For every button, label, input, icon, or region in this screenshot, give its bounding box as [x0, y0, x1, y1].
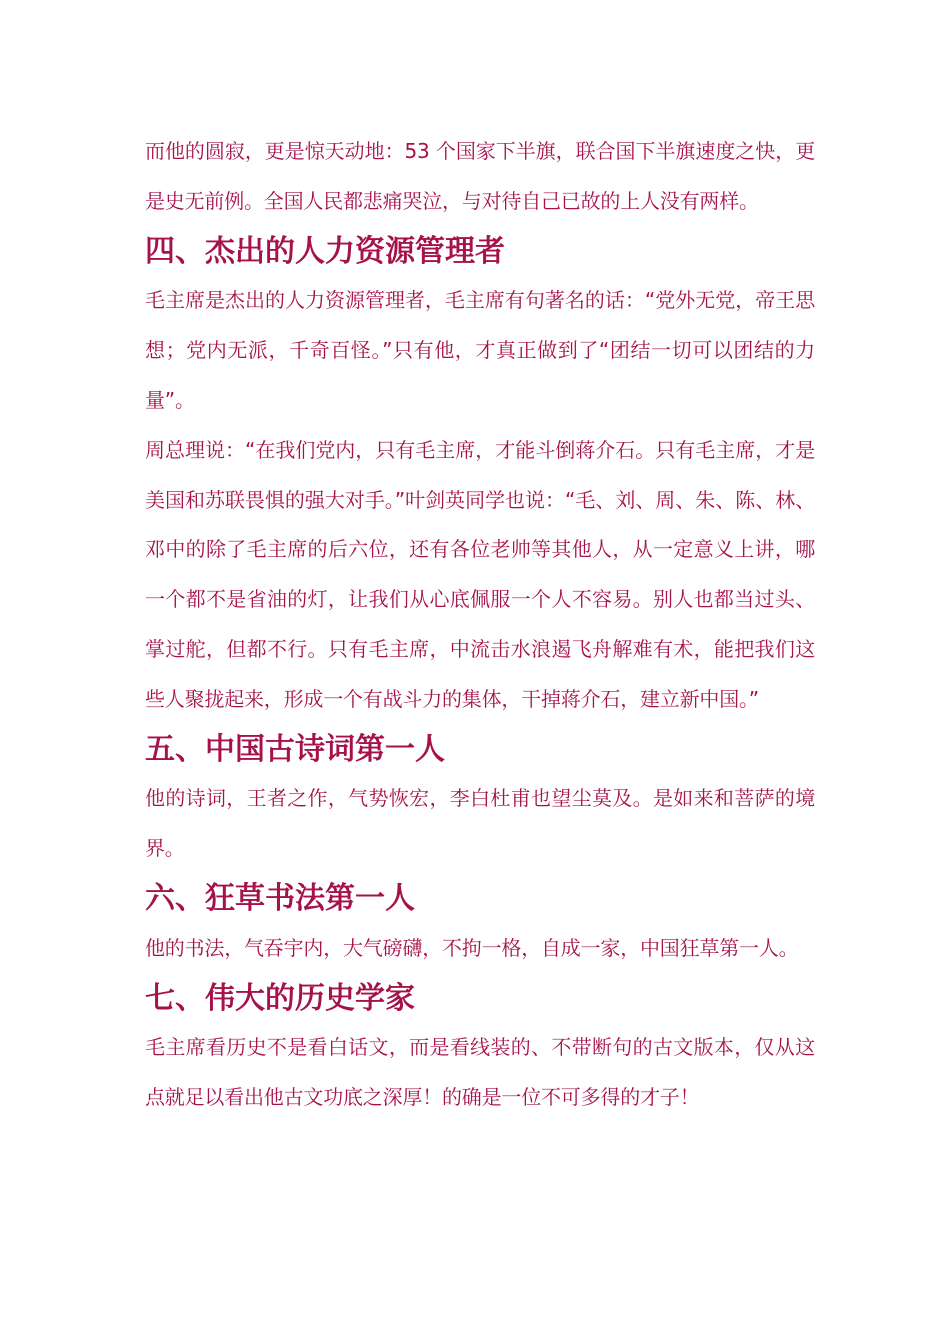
section-heading-4: 四、杰出的人力资源管理者	[145, 233, 505, 269]
paragraph-calligraphy: 他的书法，气吞宇内，大气磅礴，不拘一格，自成一家，中国狂草第一人。	[145, 935, 799, 960]
section-heading-6: 六、狂草书法第一人	[145, 880, 415, 916]
paragraph-passing: 而他的圆寂，更是惊天动地：53 个国家下半旗，联合国下半旗速度之快，更是史无前例。全国人民都悲痛哭泣，与对待自己已故的上人没有两样。	[145, 139, 815, 213]
paragraph-hr-quote: 毛主席是杰出的人力资源管理者，毛主席有句著名的话：“党外无党，帝王思想；党内无派，千奇百怪。”只有他，才真正做到了“团结一切可以团结的力量”。	[145, 288, 815, 412]
section-heading-7: 七、伟大的历史学家	[145, 980, 415, 1016]
paragraph-history: 毛主席看历史不是看白话文，而是看线装的、不带断句的古文版本，仅从这点就足以看出他古文功底之深厚！的确是一位不可多得的才子！	[145, 1035, 815, 1110]
document-body	[145, 127, 815, 1123]
section-heading-5: 五、中国古诗词第一人	[145, 731, 445, 767]
paragraph-poetry: 他的诗词，王者之作，气势恢宏，李白杜甫也望尘莫及。是如来和菩萨的境界。	[145, 786, 815, 861]
paragraph-zhou-ye-quote: 周总理说：“在我们党内，只有毛主席，才能斗倒蒋介石。只有毛主席，才是美国和苏联畏惧的强大对手。”叶剑英同学也说：“毛、刘、周、朱、陈、林、邓中的除了毛主席的后六位，还有各位老帅等其他人，从一定意义上讲，哪一个都不是省油的灯，让我们从心底佩服一个人不容易。别人也都当过头、掌过舵，但都不行。只有毛主席，中流击水浪遏飞舟解难有术，能把我们这些人聚拢起来，形成一个有战斗力的集体，干掉蒋介石，建立新中国。”	[145, 437, 815, 711]
